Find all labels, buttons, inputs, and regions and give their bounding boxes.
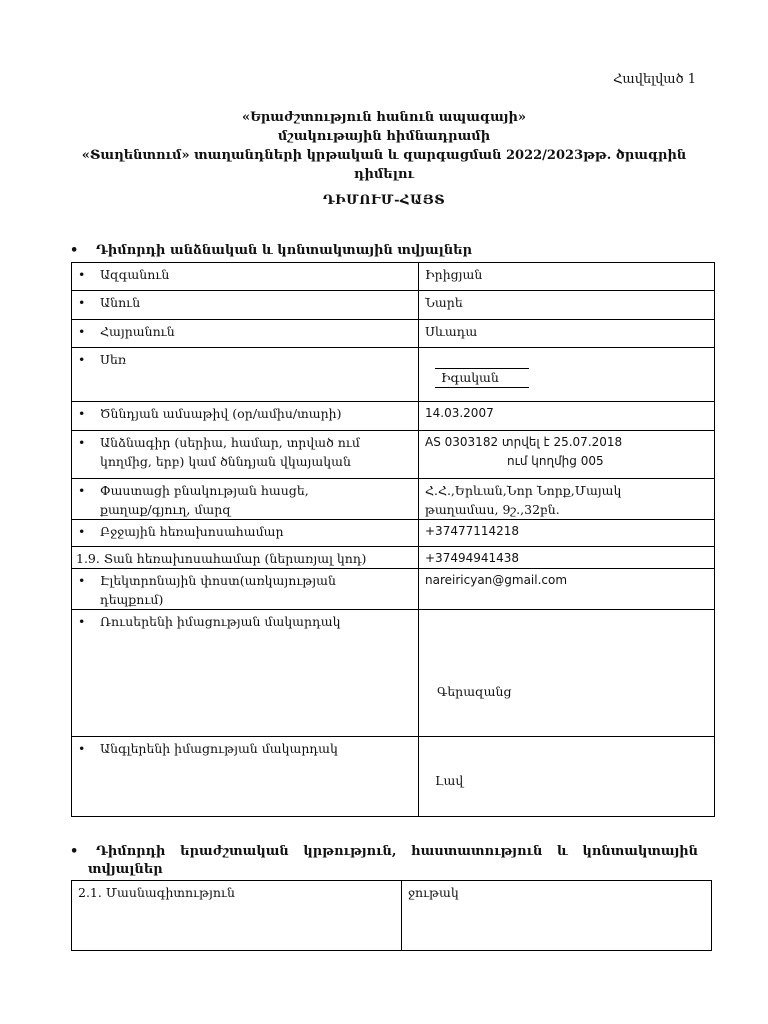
title-line: «Երաժշտություն հանուն ապագայի» (242, 110, 526, 125)
table-row (72, 320, 715, 348)
label-cell: • Էլեկտրոնային փոստ(առկայության դեպքում) (72, 569, 419, 610)
home-phone-field[interactable]: +37494941438 (419, 547, 715, 569)
table-row (72, 291, 715, 320)
label-cell: • Բջջային հեռախոսահամար (72, 520, 419, 547)
address-line: թաղամաս, 9շ.,32բն. (425, 502, 560, 517)
personal-data-table (71, 262, 715, 817)
mobile-phone-field[interactable]: +37477114218 (419, 520, 715, 547)
table-row (72, 431, 715, 479)
table-row (72, 402, 715, 431)
table-row (72, 348, 715, 402)
specialty-field[interactable]: ջութակ (402, 881, 712, 951)
bullet-icon: • (70, 243, 79, 258)
bullet-icon: • (70, 844, 79, 859)
title-line: «Տաղենտում» տաղանդների կրթական և զարգացման 2022/2023թթ. ծրագրին (81, 148, 687, 163)
passport-line: AS 0303182 տրվել է 25.07.2018 (425, 435, 623, 449)
form-title: ԴԻՄՈՒՄ-ՀԱՅՏ (322, 193, 446, 208)
label-cell: • Անգլերենի իմացության մակարդակ (72, 737, 419, 817)
appendix-label: Հավելված 1 (613, 72, 696, 87)
passport-field[interactable] (419, 431, 715, 479)
section2-heading-text: Դիմորդի երաժշտական կրթություն, հաստատություն և կոնտակտային (96, 844, 698, 859)
table-row (72, 479, 715, 520)
table-row (72, 520, 715, 547)
birth-date-field[interactable]: 14.03.2007 (419, 402, 715, 431)
section2-heading (70, 843, 698, 861)
section1-heading-text: Դիմորդի անձնական և կոնտակտային տվյալներ (96, 243, 473, 258)
label-cell: • Ծննդյան ամսաթիվ (օր/ամիս/տարի) (72, 402, 419, 431)
section2-heading-cont: տվյալներ (88, 862, 163, 877)
russian-level-field[interactable]: Գերազանց (437, 684, 512, 699)
name-field[interactable]: Նարե (419, 291, 715, 320)
table-row (72, 263, 715, 291)
specialty-label: 2.1. Մասնագիտություն (72, 881, 402, 951)
english-level-field[interactable]: Լավ (435, 773, 464, 788)
address-field[interactable] (419, 479, 715, 520)
gender-cell (419, 348, 715, 402)
address-line: Հ.Հ.,Երևան,Նոր Նորք,Մայակ (425, 483, 622, 498)
education-table (71, 880, 712, 951)
label-cell: • Փաստացի բնակության հասցե, քաղաք/գյուղ, մարզ (72, 479, 419, 520)
email-field[interactable]: nareiricyan@gmail.com (419, 569, 715, 610)
english-level-cell (419, 737, 715, 817)
table-row (72, 610, 715, 737)
label-cell: • Սեռ (72, 348, 419, 402)
russian-level-cell (419, 610, 715, 737)
label-cell: 1.9. Տան հեռախոսահամար (ներառյալ կոդ) (72, 547, 419, 569)
label-cell: • Անձնագիր (սերիա, համար, տրված ում կողմից, երբ) կամ ծննդյան վկայական (72, 431, 419, 479)
surname-field[interactable]: Իրիցյան (419, 263, 715, 291)
patronymic-field[interactable]: Սևադա (419, 320, 715, 348)
gender-field[interactable]: Իգական (435, 368, 529, 388)
label-cell: • Ազգանուն (72, 263, 419, 291)
label-cell: • Անուն (72, 291, 419, 320)
section1-heading (70, 243, 472, 258)
document-title (70, 108, 698, 184)
table-row (72, 547, 715, 569)
passport-line: ում կողմից 005 (507, 454, 604, 468)
label-cell: • Հայրանուն (72, 320, 419, 348)
table-row (72, 737, 715, 817)
table-row (72, 569, 715, 610)
title-line: դիմելու (354, 167, 414, 182)
label-cell: • Ռուսերենի իմացության մակարդակ (72, 610, 419, 737)
title-line: մշակութային հիմնադրամի (277, 129, 491, 144)
table-row (72, 881, 712, 951)
